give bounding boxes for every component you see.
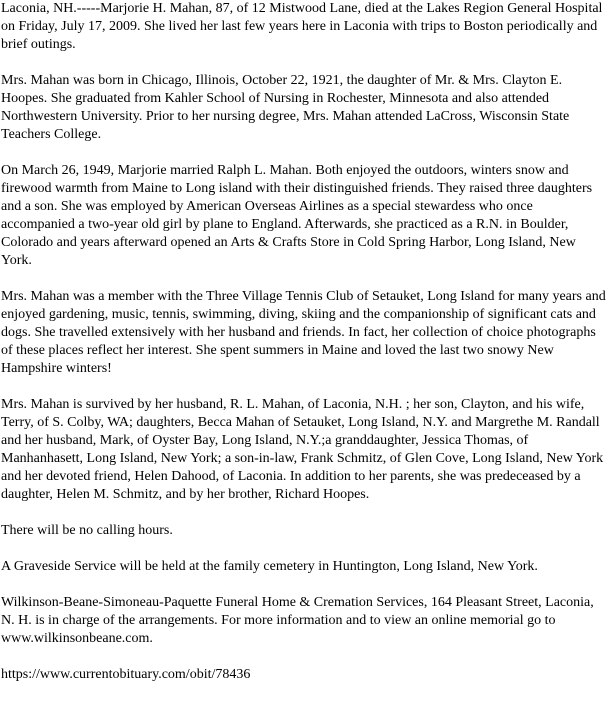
source-url: https://www.currentobituary.com/obit/78436 xyxy=(1,667,251,682)
survivors-paragraph: Mrs. Mahan is survived by her husband, R. L. Mahan, of Laconia, N.H. ; her son, Clayton, and his wife, Terry, of S. Colby, WA; daughters, Becca Mahan of Setauket, Long Island, N.Y. and Margrethe M. Randall and her husband, Mark, of Oyster Bay, Long Island, N.Y.;a granddaughter, Jessica Thomas, of Manhanhasett, Long Island, New York; a son-in-law, Frank Schmitz, of Glen Cove, Long Island, New York and her devoted friend, Helen Dahood, of Laconia. In addition to her parents, she was predeceased by a daughter, Helen M. Schmitz, and by her brother, Richard Hoopes. xyxy=(1,397,604,502)
graveside-service-paragraph: A Graveside Service will be held at the family cemetery in Huntington, Long Island, New York. xyxy=(1,559,538,574)
calling-hours-paragraph: There will be no calling hours. xyxy=(1,523,173,538)
funeral-home-paragraph: Wilkinson-Beane-Simoneau-Paquette Funeral Home & Cremation Services, 164 Pleasant Street, Laconia, N. H. is in charge of the arrangements. For more information and to view an online memorial go to www.wilkinsonbeane.com. xyxy=(1,595,594,646)
death-notice-paragraph: Laconia, NH.-----Marjorie H. Mahan, 87, of 12 Mistwood Lane, died at the Lakes Region General Hospital on Friday, July 17, 2009. She lived her last few years here in Laconia with trips to Boston periodically and brief outings. xyxy=(1,1,603,52)
marriage-career-paragraph: On March 26, 1949, Marjorie married Ralph L. Mahan. Both enjoyed the outdoors, winters snow and firewood warmth from Maine to Long island with their distinguished friends. They raised three daughters and a son. She was employed by American Overseas Airlines as a special stewardess who once accompanied a two-year old girl by plane to England. Afterwards, she practiced as a R.N. in Boulder, Colorado and years afterward opened an Arts & Crafts Store in Cold Spring Harbor, Long Island, New York. xyxy=(1,163,593,268)
biography-paragraph: Mrs. Mahan was born in Chicago, Illinois, October 22, 1921, the daughter of Mr. & Mrs. Clayton E. Hoopes. She graduated from Kahler School of Nursing in Rochester, Minnesota and also attended Northwestern University. Prior to her nursing degree, Mrs. Mahan attended LaCross, Wisconsin State Teachers College. xyxy=(1,73,570,142)
interests-paragraph: Mrs. Mahan was a member with the Three Village Tennis Club of Setauket, Long Island for many years and enjoyed gardening, music, tennis, swimming, diving, skiing and the companionship of significant cats and dogs. She travelled extensively with her husband and friends. In fact, her collection of choice photographs of these places reflect her interest. She spent summers in Maine and loved the last two snowy New Hampshire winters! xyxy=(1,289,606,376)
